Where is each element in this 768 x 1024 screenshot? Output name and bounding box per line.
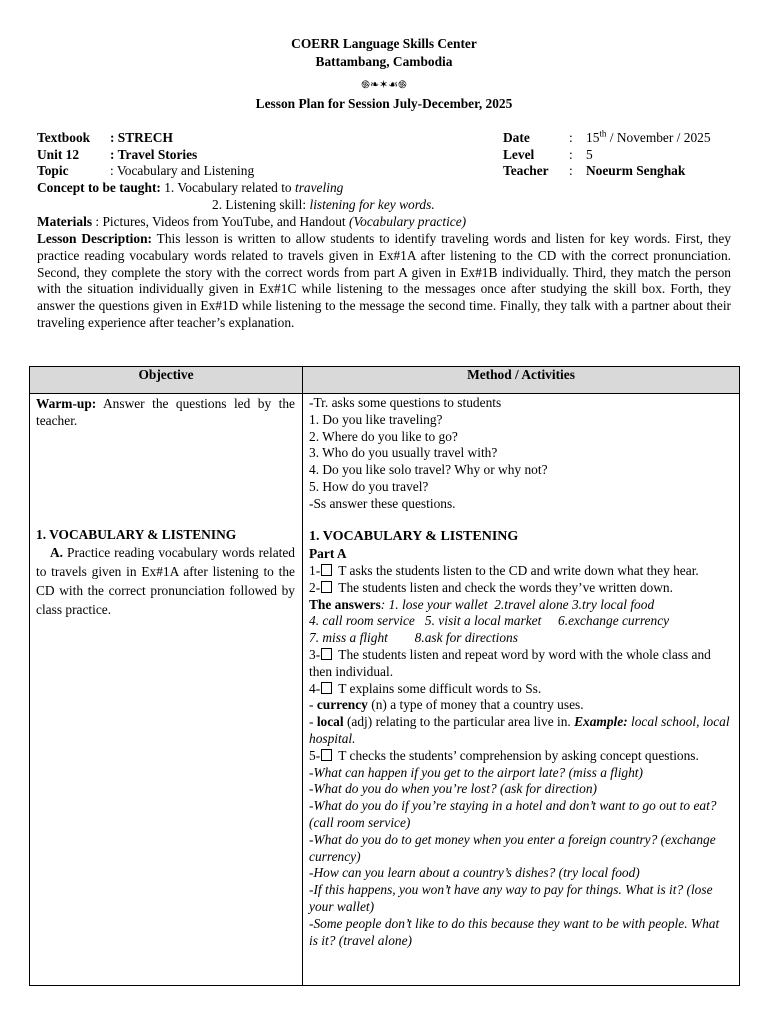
description-text: This lesson is written to allow students to identify traveling words and listen for key words. First, they practice reading vocabulary words related to travels given in Ex#1A after listening to the CD with the correct pronunciation. Second, they complete the story with the correct words from part A given in Ex#1B individually. Third, they match the person with the situation individually given in Ex#1C while listening to the messages once after studying the skill box. Forth, they answer the questions given in Ex#1D while listening to the message the second time. Finally, they talk with a partner about their traveling experience after teacher’s explanation.	[37, 231, 731, 330]
warmup-step: 1. Do you like traveling?	[309, 411, 443, 427]
step-5-text: T checks the students’ comprehension by asking concept questions.	[335, 747, 699, 763]
checkbox-icon	[321, 749, 332, 761]
warmup-label: Warm-up:	[36, 396, 97, 411]
teacher-colon: :	[569, 163, 573, 178]
warmup-step: -Tr. asks some questions to students	[309, 395, 502, 410]
checkbox-icon	[321, 564, 332, 576]
plan-title: Lesson Plan for Session July-December, 2025	[255, 96, 513, 111]
definition-word: local	[316, 714, 344, 730]
concept-check-question: -If this happens, you won’t have any way to pay for things. What is it? (lose your wallet)	[309, 882, 713, 914]
concept-item-1: 1. Vocabulary related to	[160, 180, 295, 195]
definition-local	[309, 714, 731, 748]
objective-cell	[30, 394, 303, 986]
textbook-label: Textbook	[37, 130, 91, 145]
warmup-objective	[36, 395, 295, 429]
step-4	[309, 681, 731, 698]
concept-line-2	[212, 197, 435, 214]
step-3	[309, 647, 731, 681]
warmup-step: 4. Do you like solo travel? Why or why not?	[309, 462, 548, 478]
warmup-step: -Ss answer these questions.	[309, 495, 456, 511]
objective-header: Objective	[30, 367, 303, 394]
step-5	[309, 748, 731, 765]
step-1-text: T asks the students listen to the CD and write down what they hear.	[335, 562, 699, 578]
definition-text: (adj) relating to the particular area live in.	[343, 714, 575, 730]
step-2-text: The students listen and check the words they’ve written down.	[335, 579, 673, 595]
materials-line	[37, 214, 466, 231]
description-label: Lesson Description:	[37, 231, 153, 246]
method-vocab-heading: 1. VOCABULARY & LISTENING	[309, 529, 519, 545]
example-text: local school, local hospital.	[309, 714, 730, 746]
answers-line-3: 7. miss a flight 8.ask for directions	[309, 630, 518, 646]
answers-text-1: : 1. lose your wallet 2.travel alone 3.try local food	[380, 596, 655, 612]
definition-dash: -	[309, 697, 317, 713]
method-cell	[303, 394, 740, 986]
ornament-divider: ࿌❧✶☙࿌	[361, 78, 407, 91]
unit-value: : Travel Stories	[110, 147, 198, 162]
materials-text: : Pictures, Videos from YouTube, and Handout	[92, 214, 350, 229]
warmup-steps	[309, 395, 731, 513]
warmup-step: 5. How do you travel?	[309, 478, 429, 494]
vocab-a-text: Practice reading vocabulary words related to travels given in Ex#1A after listening to the CD with the correct pronunciation followed by class practice.	[36, 545, 295, 617]
concept-label: Concept to be taught:	[37, 180, 161, 195]
date-label: Date	[503, 130, 530, 145]
textbook-value: : STRECH	[110, 130, 173, 145]
materials-label: Materials	[37, 214, 93, 229]
checkbox-icon	[321, 648, 332, 660]
checkbox-icon	[321, 682, 332, 694]
part-a-label: Part A	[309, 546, 347, 562]
vocab-objective-a	[36, 543, 295, 619]
checkbox-icon	[321, 581, 332, 593]
topic-value: : Vocabulary and Listening	[110, 163, 255, 178]
date-day: 15	[586, 130, 600, 145]
topic-label: Topic	[37, 163, 69, 178]
vocab-a-label: A.	[50, 545, 64, 560]
step-1	[309, 563, 731, 580]
method-header: Method / Activities	[303, 367, 740, 394]
warmup-text: Answer the questions led by the teacher.	[36, 396, 295, 428]
concept-item-2: 2. Listening skill:	[212, 197, 310, 212]
org-location: Battambang, Cambodia	[315, 54, 453, 69]
step-2-number: 2-	[309, 579, 321, 595]
date-colon: :	[569, 130, 573, 145]
date-value	[586, 130, 711, 147]
warmup-step: 3. Who do you usually travel with?	[309, 445, 498, 461]
concept-item-2-topic: listening for key words.	[309, 197, 435, 212]
teacher-value: Noeurm Senghak	[586, 163, 686, 178]
answers-label: The answers	[309, 596, 381, 612]
level-label: Level	[503, 147, 535, 162]
step-3-number: 3-	[309, 646, 321, 662]
definition-text: (n) a type of money that a country uses.	[367, 697, 584, 713]
step-4-text: T explains some difficult words to Ss.	[335, 680, 542, 696]
org-name: COERR Language Skills Center	[291, 36, 477, 51]
table-header-row	[30, 367, 740, 394]
concept-check-questions	[309, 765, 731, 950]
lesson-table	[29, 366, 740, 986]
answers-line-1	[309, 597, 731, 614]
step-2	[309, 580, 731, 597]
vocab-objective-heading: 1. VOCABULARY & LISTENING	[36, 527, 237, 542]
definition-dash: -	[309, 714, 317, 730]
step-1-number: 1-	[309, 562, 321, 578]
step-3-text: The students listen and repeat word by word with the whole class and then individual.	[309, 646, 711, 679]
concept-item-1-topic: traveling	[294, 180, 344, 195]
concept-check-question: -How can you learn about a country’s dishes? (try local food)	[309, 865, 640, 881]
definition-currency	[309, 697, 731, 714]
definition-word: currency	[316, 697, 368, 713]
concept-line-1	[37, 180, 343, 197]
step-4-number: 4-	[309, 680, 321, 696]
lesson-description	[37, 231, 731, 332]
concept-check-question: -What do you do if you’re staying in a hotel and don’t want to go out to eat? (call room service)	[309, 798, 717, 830]
step-5-number: 5-	[309, 747, 321, 763]
concept-check-question: -What do you do when you’re lost? (ask for direction)	[309, 781, 597, 797]
unit-label: Unit 12	[37, 147, 80, 162]
concept-check-question: -Some people don’t like to do this because they want to be with people. What is it? (travel alone)	[309, 915, 720, 948]
date-month-year: / November / 2025	[606, 130, 711, 145]
concept-check-question: -What do you do to get money when you enter a foreign country? (exchange currency)	[309, 831, 716, 864]
date-suffix: th	[599, 128, 607, 139]
example-label: Example:	[574, 714, 628, 730]
materials-handout: (Vocabulary practice)	[349, 214, 467, 229]
answers-line-2: 4. call room service 5. visit a local market 6.exchange currency	[309, 613, 670, 629]
level-value: 5	[586, 147, 593, 162]
table-row	[30, 394, 740, 986]
teacher-label: Teacher	[503, 163, 549, 178]
concept-check-question: -What can happen if you get to the airport late? (miss a flight)	[309, 764, 643, 780]
warmup-step: 2. Where do you like to go?	[309, 428, 458, 444]
level-colon: :	[569, 147, 573, 162]
